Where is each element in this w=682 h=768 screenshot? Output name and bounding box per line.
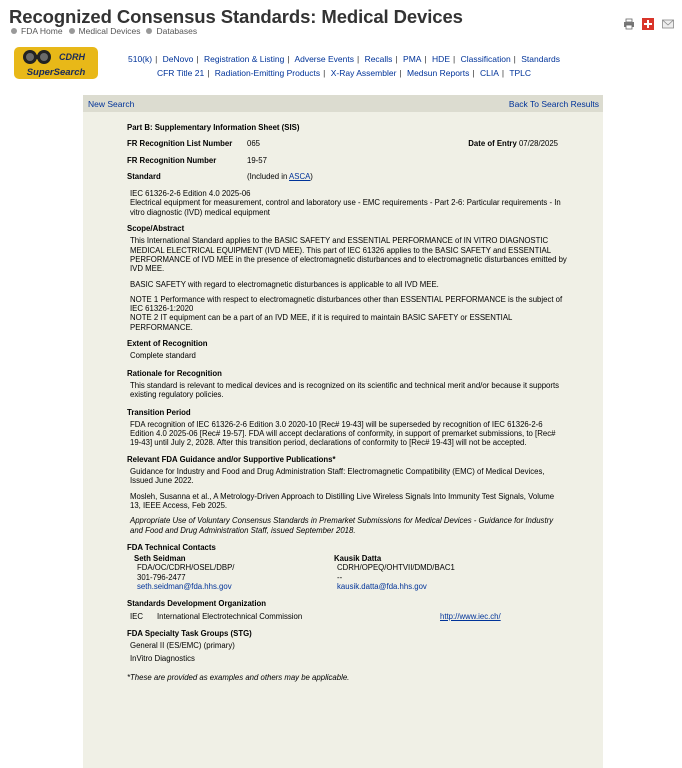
- stg-item: General II (ES/EMC) (primary): [130, 641, 235, 651]
- breadcrumb-fda-home[interactable]: FDA Home: [21, 26, 63, 36]
- nav-clia[interactable]: CLIA: [479, 68, 499, 78]
- sdo-url-link[interactable]: http://www.iec.ch/: [440, 611, 501, 621]
- print-icon[interactable]: [623, 18, 635, 30]
- cdrh-supersearch-logo[interactable]: [14, 43, 98, 83]
- nav-denovo[interactable]: DeNovo: [162, 54, 194, 64]
- rationale-text: This standard is relevant to medical devices and is recognized on its scientific and technical merit and/or because it supports existing regulatory policies.: [130, 380, 560, 400]
- stg-heading: FDA Specialty Task Groups (STG): [127, 628, 252, 638]
- scope-heading: Scope/Abstract: [127, 224, 185, 234]
- nav-adverse-events[interactable]: Adverse Events: [294, 54, 354, 64]
- standard-label: Standard: [127, 171, 161, 181]
- contact-name: Kausik Datta: [334, 554, 382, 564]
- panel-toolbar: [83, 95, 603, 112]
- contact-card: [127, 554, 327, 591]
- back-to-results-link[interactable]: Back To Search Results: [508, 99, 599, 109]
- date-value: 07/28/2025: [518, 139, 558, 149]
- fr-num-value: 19-57: [247, 155, 267, 165]
- guidance-2: Mosleh, Susanna et al., A Metrology-Driven Approach to Distilling Live Wireless Signals Into Immunity Test Signals, Volume 13, IEEE Access, Feb 2025.: [130, 491, 555, 510]
- fr-num-label: FR Recognition Number: [127, 155, 217, 165]
- bullet-icon: [69, 28, 75, 34]
- nav-radiation-emitting[interactable]: Radiation-Emitting Products: [214, 68, 321, 78]
- database-nav: 510(k) | DeNovo | Registration & Listing | Adverse Events | Recalls | PMA | HDE | Classification | Standards CFR Title 21 | Radiation-Emitting Products | X-Ray Assembler | Medsun Reports | CLIA | TPLC: [127, 54, 561, 78]
- asca-link[interactable]: ASCA: [289, 171, 311, 181]
- nav-cfr-title-21[interactable]: CFR Title 21: [156, 68, 205, 78]
- sdo-heading: Standards Development Organization: [127, 599, 267, 609]
- contacts-heading: FDA Technical Contacts: [127, 542, 216, 552]
- nav-xray-assembler[interactable]: X-Ray Assembler: [330, 68, 397, 78]
- contact-email-link[interactable]: seth.seidman@fda.hhs.gov: [137, 581, 232, 591]
- sdo-abbr: IEC: [130, 611, 143, 621]
- nav-pma[interactable]: PMA: [403, 54, 422, 64]
- breadcrumb: [11, 26, 197, 36]
- contacts: [127, 554, 567, 591]
- guidance-1: Guidance for Industry and Food and Drug Administration Staff: Electromagnetic Compatibility (EMC) of Medical Devices, Issued June 2022.: [130, 467, 545, 486]
- guidance-3: Appropriate Use of Voluntary Consensus Standards in Premarket Submissions for Medical Devices - Guidance for Industry and Food and Drug Administration Staff, issued September 2018.: [130, 516, 554, 535]
- contact-phone: --: [337, 572, 343, 582]
- fr-list-label: FR Recognition List Number: [127, 139, 233, 149]
- sdo-name: International Electrotechnical Commission: [157, 611, 303, 621]
- rationale-heading: Rationale for Recognition: [127, 368, 222, 378]
- bullet-icon: [11, 28, 17, 34]
- sdo-row: [127, 612, 567, 621]
- sis-panel: [83, 95, 603, 768]
- footnote: *These are provided as examples and others may be applicable.: [127, 672, 350, 682]
- new-search-link[interactable]: New Search: [88, 99, 135, 109]
- breadcrumb-medical-devices[interactable]: Medical Devices: [78, 26, 141, 36]
- nav-tplc[interactable]: TPLC: [509, 68, 532, 78]
- standard-row: [127, 172, 567, 181]
- scope-note2: NOTE 2 IT equipment can be a part of an IVD MEE, if it is required to maintain BASIC SAFETY or ESSENTIAL PERFORMANCE.: [130, 313, 513, 332]
- contact-card: [327, 554, 527, 591]
- scope-note1: NOTE 1 Performance with respect to electromagnetic disturbances other than ESSENTIAL PERFORMANCE is the subject of IEC 61326-1:2020: [130, 294, 563, 314]
- sis-content: [127, 123, 567, 682]
- fr-list-value: 065: [247, 139, 261, 149]
- nav-registration-listing[interactable]: Registration & Listing: [203, 54, 285, 64]
- standard-suffix: ): [310, 171, 313, 181]
- contact-org: CDRH/OPEQ/OHTVII/DMD/BAC1: [337, 563, 455, 573]
- contact-phone: 301-796-2477: [137, 572, 186, 582]
- contact-org: FDA/OC/CDRH/OSEL/DBP/: [137, 563, 235, 573]
- breadcrumb-databases[interactable]: Databases: [156, 26, 198, 36]
- logo-text-cdrh: CDRH: [59, 52, 85, 62]
- share-plus-icon[interactable]: [642, 18, 654, 30]
- nav-recalls[interactable]: Recalls: [364, 54, 393, 64]
- fr-list-row: [127, 139, 567, 148]
- nav-classification[interactable]: Classification: [460, 54, 511, 64]
- email-icon[interactable]: [662, 18, 674, 30]
- standard-id: IEC 61326-2-6 Edition 4.0 2025-06: [130, 189, 251, 199]
- scope-p2: BASIC SAFETY with regard to electromagnetic disturbances is applicable to all IVD MEE.: [130, 279, 439, 289]
- nav-hde[interactable]: HDE: [432, 54, 450, 64]
- page-title: Recognized Consensus Standards: Medical Devices: [9, 6, 463, 27]
- part-title: Part B: Supplementary Information Sheet (SIS): [127, 123, 300, 132]
- extent-heading: Extent of Recognition: [127, 339, 208, 349]
- nav-standards[interactable]: Standards: [521, 54, 561, 64]
- standard-prefix: (Included in: [247, 171, 290, 181]
- stg-item: InVitro Diagnostics: [130, 654, 195, 664]
- logo-text-supersearch: SuperSearch: [26, 67, 86, 78]
- extent-text: Complete standard: [130, 351, 196, 361]
- guidance-heading: Relevant FDA Guidance and/or Supportive Publications*: [127, 454, 336, 464]
- nav-medsun-reports[interactable]: Medsun Reports: [407, 68, 470, 78]
- contact-email-link[interactable]: kausik.datta@fda.hhs.gov: [337, 581, 427, 591]
- date-label: Date of Entry: [468, 139, 517, 149]
- fr-num-row: [127, 156, 567, 165]
- transition-heading: Transition Period: [127, 407, 191, 417]
- transition-text: FDA recognition of IEC 61326-2-6 Edition 3.0 2020-10 [Rec# 19-43] will be superseded by recognition of IEC 61326-2-6 Edition 4.0 2025-06 [Rec# 19-57]. FDA will accept declarations of conformity, in support of premarket submissions, to [Rec# 19-43] until July 2, 2028. After this transition period, declarations of conformity to [Rec# 19-43] will not be accepted.: [130, 419, 556, 448]
- scope-p1: This International Standard applies to the BASIC SAFETY and ESSENTIAL PERFORMANCE of IN VITRO DIAGNOSTIC MEDICAL ELECTRICAL EQUIPMENT (IVD MEE). This part of IEC 61326 applies to the BASIC SAFETY and ESSENTIAL PERFORMANCE of IVD MEE in the presence of electromagnetic disturbances and to electromagnetic disturbances emitted by IVD MEE.: [130, 236, 567, 274]
- bullet-icon: [146, 28, 152, 34]
- contact-name: Seth Seidman: [134, 554, 186, 564]
- nav-510k[interactable]: 510(k): [127, 54, 153, 64]
- standard-title: Electrical equipment for measurement, control and laboratory use - EMC requirements - Part 2-6: Particular requirements - In vitro diagnostic (IVD) medical equipment: [130, 198, 561, 217]
